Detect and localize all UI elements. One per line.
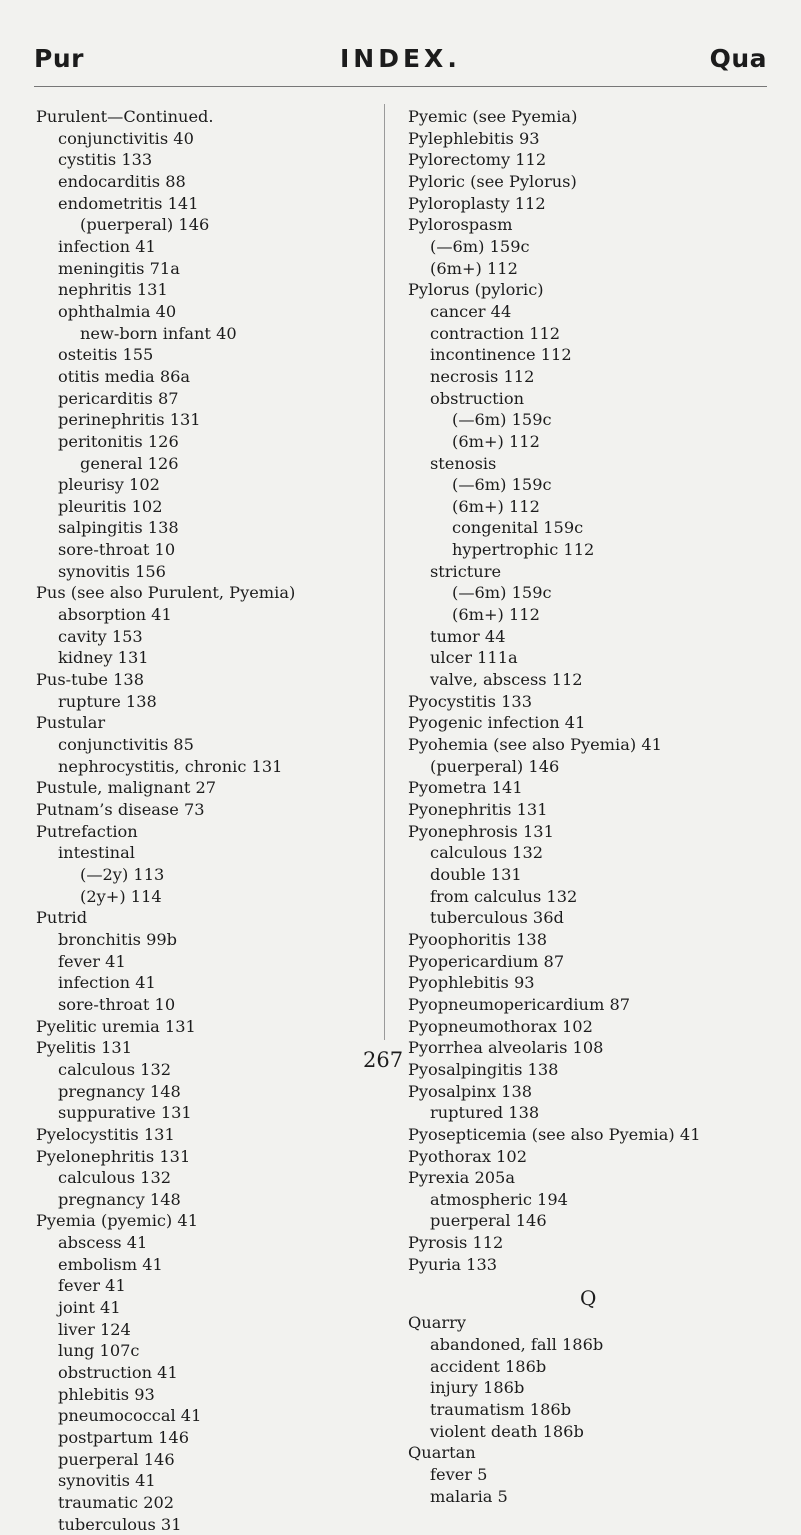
index-heading: Pustule, malignant 27 xyxy=(36,778,217,798)
index-subentry: pneumococcal 41 xyxy=(58,1406,202,1426)
index-subentry: accident 186b xyxy=(430,1356,547,1376)
index-subentry: (6m+) 112 xyxy=(430,258,518,278)
index-subentry: valve, abscess 112 xyxy=(430,670,583,690)
index-heading: Pyloroplasty 112 xyxy=(408,193,546,213)
index-heading: Pus-tube 138 xyxy=(36,670,145,690)
index-subentry: rupture 138 xyxy=(58,691,157,711)
index-subentry: suppurative 131 xyxy=(58,1103,192,1123)
index-subentry: calculous 132 xyxy=(58,1168,172,1188)
index-heading: Pyelocystitis 131 xyxy=(36,1124,175,1144)
index-subentry: puerperal 146 xyxy=(58,1449,175,1469)
index-subentry: meningitis 71a xyxy=(58,258,180,278)
index-heading: Pyosalpingitis 138 xyxy=(408,1059,559,1079)
index-heading: Pyorrhea alveolaris 108 xyxy=(408,1038,604,1058)
column-divider xyxy=(384,104,385,1040)
index-heading: Purulent—Continued. xyxy=(36,107,214,126)
index-subentry: congenital 159c xyxy=(452,518,584,538)
index-subentry: lung 107c xyxy=(58,1341,140,1361)
index-heading: Pyocystitis 133 xyxy=(408,691,533,711)
index-subentry: (—6m) 159c xyxy=(452,410,552,430)
index-subentry: fever 5 xyxy=(430,1465,488,1485)
index-subentry: from calculus 132 xyxy=(430,886,578,906)
index-heading: Pyopneumothorax 102 xyxy=(408,1016,593,1036)
index-heading: Pyonephrosis 131 xyxy=(408,821,554,841)
index-heading: Pyopneumopericardium 87 xyxy=(408,994,631,1014)
index-subentry: joint 41 xyxy=(58,1298,121,1318)
index-subentry: abscess 41 xyxy=(58,1233,148,1253)
index-subentry: postpartum 146 xyxy=(58,1428,189,1448)
index-heading: Pyelitic uremia 131 xyxy=(36,1016,196,1036)
index-heading: Pylorectomy 112 xyxy=(408,150,547,170)
index-subentry: pregnancy 148 xyxy=(58,1189,181,1209)
index-subentry: intestinal xyxy=(58,843,135,863)
index-heading: Pylorospasm xyxy=(408,215,513,235)
index-subentry: liver 124 xyxy=(58,1319,131,1339)
index-heading: Pyogenic infection 41 xyxy=(408,713,586,733)
index-subentry: malaria 5 xyxy=(430,1486,508,1506)
page-header xyxy=(34,40,767,80)
index-subentry: infection 41 xyxy=(58,973,156,993)
index-subentry: pleuritis 102 xyxy=(58,496,163,516)
index-subentry: hypertrophic 112 xyxy=(452,540,595,560)
index-subentry: conjunctivitis 40 xyxy=(58,128,194,148)
index-subentry: nephrocystitis, chronic 131 xyxy=(58,756,283,776)
index-heading: Pyelonephritis 131 xyxy=(36,1146,191,1166)
index-subentry: (6m+) 112 xyxy=(452,605,540,625)
index-subentry: abandoned, fall 186b xyxy=(430,1335,604,1355)
index-subentry: kidney 131 xyxy=(58,648,149,668)
index-subentry: sore-throat 10 xyxy=(58,994,176,1014)
index-subentry: necrosis 112 xyxy=(430,366,535,386)
index-subentry: calculous 132 xyxy=(58,1059,172,1079)
index-subentry: phlebitis 93 xyxy=(58,1384,155,1404)
index-subentry: pericarditis 87 xyxy=(58,388,179,408)
index-heading: Pus (see also Purulent, Pyemia) xyxy=(36,583,296,603)
index-subentry: (6m+) 112 xyxy=(452,496,540,516)
index-heading: Pyemic (see Pyemia) xyxy=(408,107,578,126)
index-heading: Putrefaction xyxy=(36,821,138,841)
index-subentry: ulcer 111a xyxy=(430,648,518,668)
index-subentry: absorption 41 xyxy=(58,605,172,625)
header-last-entry: Qua xyxy=(709,44,767,73)
index-subentry: puerperal 146 xyxy=(430,1211,547,1231)
index-heading: Pyrosis 112 xyxy=(408,1233,504,1253)
index-subentry: tuberculous 31 xyxy=(58,1514,182,1534)
index-subentry: embolism 41 xyxy=(58,1254,163,1274)
index-subentry: obstruction xyxy=(430,388,525,408)
index-subentry: peritonitis 126 xyxy=(58,431,179,451)
index-subentry: synovitis 156 xyxy=(58,561,166,581)
index-subentry: (—6m) 159c xyxy=(430,236,530,256)
index-subentry: otitis media 86a xyxy=(58,366,191,386)
index-heading: Pyosepticemia (see also Pyemia) 41 xyxy=(408,1124,701,1144)
index-subentry: traumatism 186b xyxy=(430,1400,572,1420)
header-title: INDEX. xyxy=(340,44,461,73)
index-subentry: ophthalmia 40 xyxy=(58,301,177,321)
index-heading: Pylephlebitis 93 xyxy=(408,128,540,148)
index-heading: Pyosalpinx 138 xyxy=(408,1081,533,1101)
index-heading: Pyloric (see Pylorus) xyxy=(408,171,577,191)
index-subentry: stricture xyxy=(430,561,502,581)
index-subentry: (6m+) 112 xyxy=(452,431,540,451)
index-subentry: general 126 xyxy=(80,453,179,473)
index-subentry: nephritis 131 xyxy=(58,280,168,300)
index-subentry: (puerperal) 146 xyxy=(430,756,560,776)
index-heading: Pyoophoritis 138 xyxy=(408,929,548,949)
index-heading: Pyuria 133 xyxy=(408,1254,498,1274)
index-heading: Pylorus (pyloric) xyxy=(408,280,544,300)
index-heading: Quarry xyxy=(408,1313,466,1333)
header-rule xyxy=(34,86,767,87)
index-subentry: (puerperal) 146 xyxy=(80,215,210,235)
index-subentry: sore-throat 10 xyxy=(58,540,176,560)
index-heading: Pyothorax 102 xyxy=(408,1146,528,1166)
index-heading: Pyometra 141 xyxy=(408,778,523,798)
index-subentry: stenosis xyxy=(430,453,497,473)
index-subentry: cancer 44 xyxy=(430,301,512,321)
index-subentry: pleurisy 102 xyxy=(58,475,160,495)
index-subentry: (2y+) 114 xyxy=(80,886,162,906)
index-subentry: calculous 132 xyxy=(430,843,544,863)
index-subentry: obstruction 41 xyxy=(58,1363,178,1383)
index-heading: Pyrexia 205a xyxy=(408,1168,516,1188)
page-number: 267 xyxy=(363,1048,404,1072)
index-subentry: traumatic 202 xyxy=(58,1493,175,1512)
index-heading: Pustular xyxy=(36,713,106,733)
index-subentry: bronchitis 99b xyxy=(58,929,178,949)
index-subentry: new-born infant 40 xyxy=(80,323,237,343)
index-heading: Pyelitis 131 xyxy=(36,1038,133,1058)
index-heading: Quartan xyxy=(408,1443,476,1463)
index-subentry: pregnancy 148 xyxy=(58,1081,181,1101)
index-subentry: violent death 186b xyxy=(430,1421,584,1441)
index-subentry: endocarditis 88 xyxy=(58,171,186,191)
index-subentry: fever 41 xyxy=(58,1276,126,1296)
index-subentry: fever 41 xyxy=(58,951,126,971)
index-subentry: injury 186b xyxy=(430,1378,525,1398)
index-subentry: tumor 44 xyxy=(430,626,506,646)
index-heading: Pyopericardium 87 xyxy=(408,951,565,971)
index-subentry: atmospheric 194 xyxy=(430,1189,568,1209)
index-subentry: (—2y) 113 xyxy=(80,864,165,884)
index-subentry: contraction 112 xyxy=(430,323,561,343)
index-subentry: ruptured 138 xyxy=(430,1103,540,1123)
index-heading: Pyemia (pyemic) 41 xyxy=(36,1211,198,1231)
index-subentry: (—6m) 159c xyxy=(452,583,552,603)
index-subentry: endometritis 141 xyxy=(58,193,199,213)
index-subentry: synovitis 41 xyxy=(58,1471,156,1491)
index-subentry: conjunctivitis 85 xyxy=(58,735,194,755)
header-first-entry: Pur xyxy=(34,44,84,73)
index-heading: Pyohemia (see also Pyemia) 41 xyxy=(408,735,662,755)
index-subentry: incontinence 112 xyxy=(430,345,572,365)
index-subentry: cystitis 133 xyxy=(58,150,153,170)
index-subentry: cavity 153 xyxy=(58,626,143,646)
index-subentry: infection 41 xyxy=(58,236,156,256)
index-heading: Pyophlebitis 93 xyxy=(408,973,535,993)
index-subentry: osteitis 155 xyxy=(58,345,154,365)
index-subentry: double 131 xyxy=(430,864,522,884)
index-heading: Putnam’s disease 73 xyxy=(36,800,205,819)
section-letter: Q xyxy=(580,1286,597,1311)
index-subentry: tuberculous 36d xyxy=(430,908,564,928)
index-subentry: perinephritis 131 xyxy=(58,410,201,430)
index-heading: Pyonephritis 131 xyxy=(408,800,548,819)
right-index-column xyxy=(408,106,778,1507)
index-heading: Putrid xyxy=(36,908,88,928)
index-subentry: (—6m) 159c xyxy=(452,475,552,495)
index-subentry: salpingitis 138 xyxy=(58,518,179,538)
